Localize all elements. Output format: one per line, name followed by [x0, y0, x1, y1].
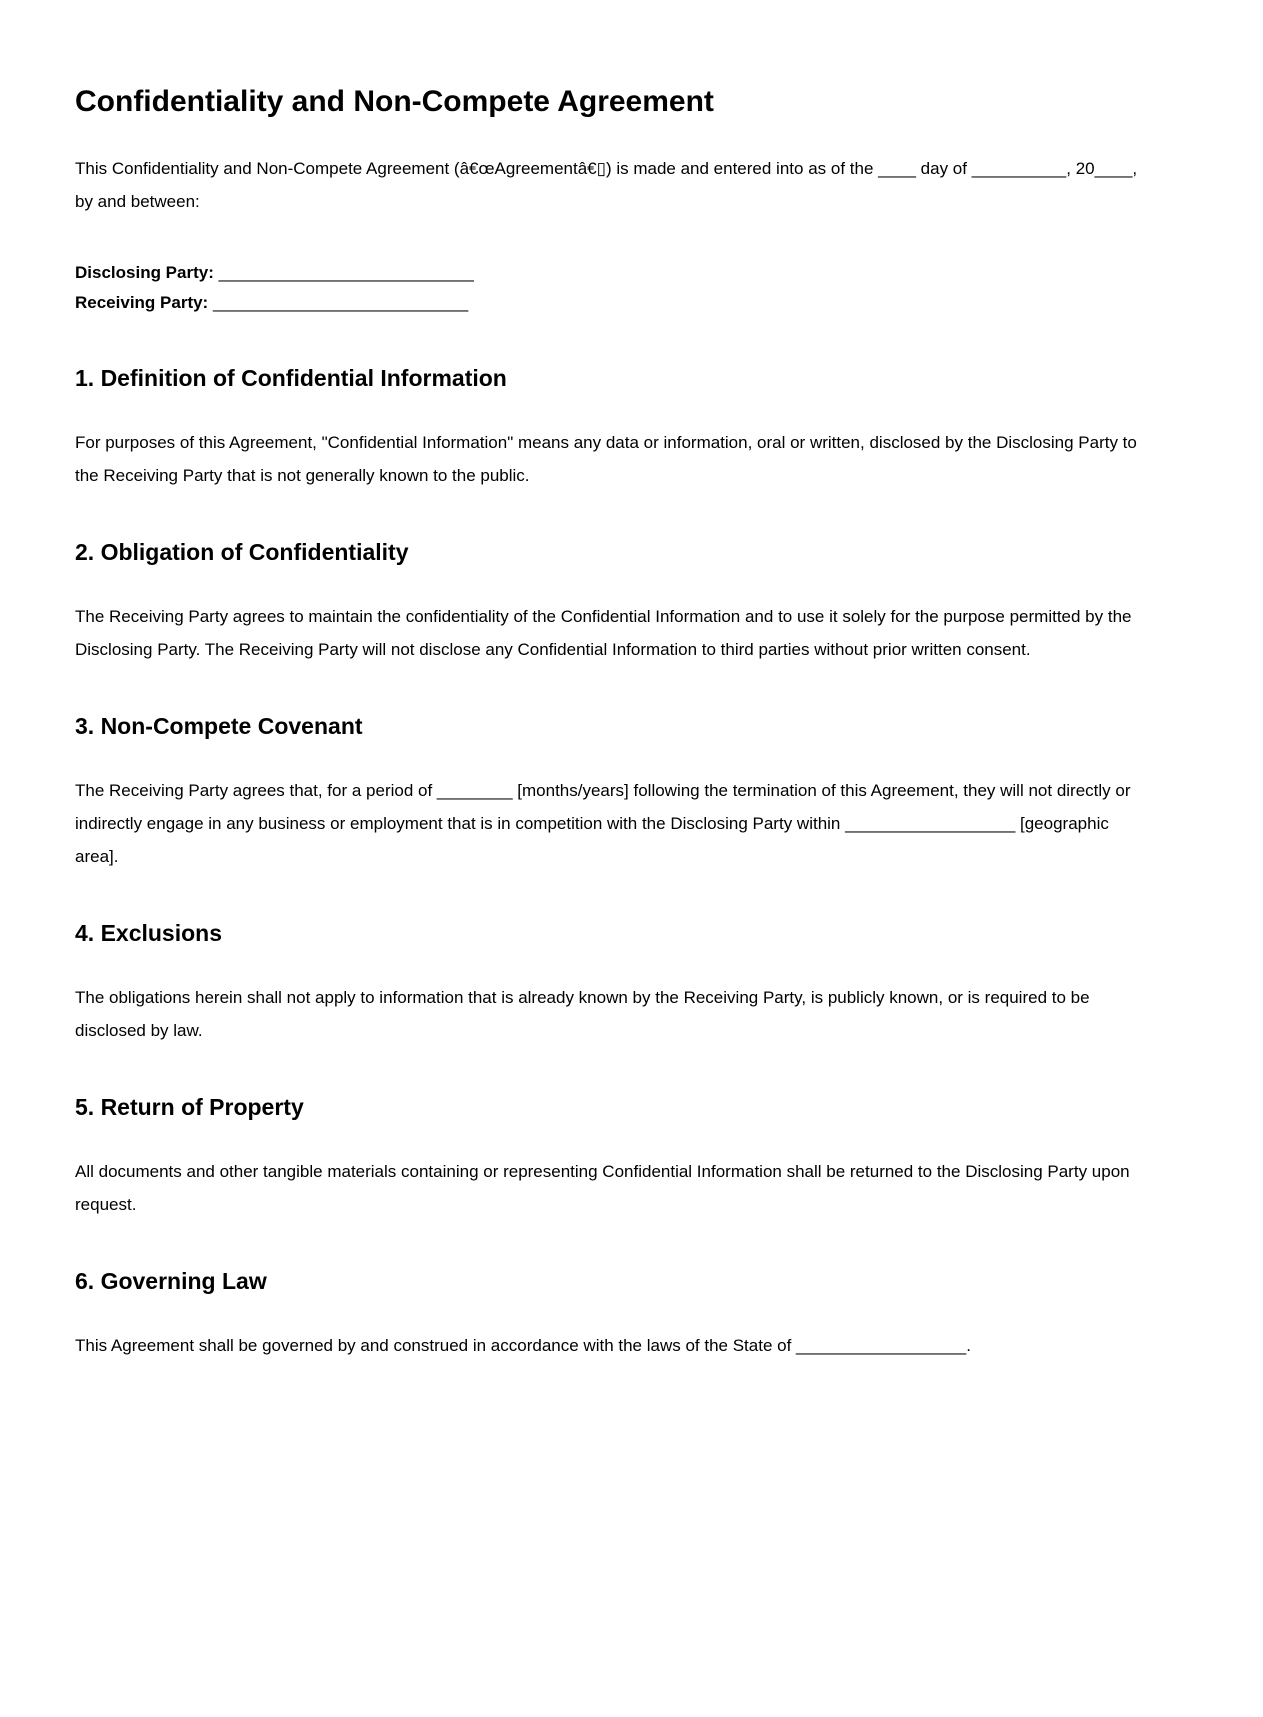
- agreement-section: [75, 538, 1145, 666]
- party-line: [75, 258, 1145, 288]
- section-body: For purposes of this Agreement, "Confidential Information" means any data or information, oral or written, disclosed by the Disclosing Party to the Receiving Party that is not generally known to the public.: [75, 433, 1137, 485]
- section-heading: 4. Exclusions: [75, 920, 223, 946]
- party-line: [75, 288, 1145, 318]
- section-body: This Agreement shall be governed by and construed in accordance with the laws of the State of __________________.: [75, 1336, 971, 1355]
- section-body: The Receiving Party agrees to maintain the confidentiality of the Confidential Information and to use it solely for the purpose permitted by the Disclosing Party. The Receiving Party will not disclose any Confidential Information to third parties without prior written consent.: [75, 607, 1132, 659]
- party-label: Receiving Party:: [75, 293, 209, 312]
- sections-container: [75, 364, 1145, 1362]
- agreement-section: [75, 1093, 1145, 1221]
- party-blank-line: ___________________________: [212, 293, 469, 312]
- document-title: Confidentiality and Non-Compete Agreement: [75, 85, 714, 118]
- intro-paragraph: This Confidentiality and Non-Compete Agreement (â€œAgreementâ€▯) is made and entered into as of the ____ day of __________, 20____, by and between:: [75, 159, 1138, 211]
- agreement-section: [75, 1267, 1145, 1362]
- agreement-section: [75, 712, 1145, 873]
- party-blank-line: ___________________________: [218, 263, 474, 282]
- agreement-section: [75, 919, 1145, 1047]
- agreement-section: [75, 364, 1145, 492]
- section-heading: 1. Definition of Confidential Information: [75, 365, 507, 391]
- section-body: The obligations herein shall not apply to information that is already known by the Receiving Party, is publicly known, or is required to be disclosed by law.: [75, 988, 1090, 1040]
- section-heading: 3. Non-Compete Covenant: [75, 713, 363, 739]
- section-heading: 5. Return of Property: [75, 1094, 304, 1120]
- section-body: The Receiving Party agrees that, for a period of ________ [months/years] following the termination of this Agreement, they will not directly or indirectly engage in any business or employment that is in competition with the Disclosing Party within __________________ [geographic area].: [75, 781, 1131, 866]
- section-body: All documents and other tangible materials containing or representing Confidential Information shall be returned to the Disclosing Party upon request.: [75, 1162, 1130, 1214]
- section-heading: 2. Obligation of Confidentiality: [75, 539, 409, 565]
- party-label: Disclosing Party:: [75, 263, 214, 282]
- section-heading: 6. Governing Law: [75, 1268, 267, 1294]
- parties-block: [75, 258, 1145, 318]
